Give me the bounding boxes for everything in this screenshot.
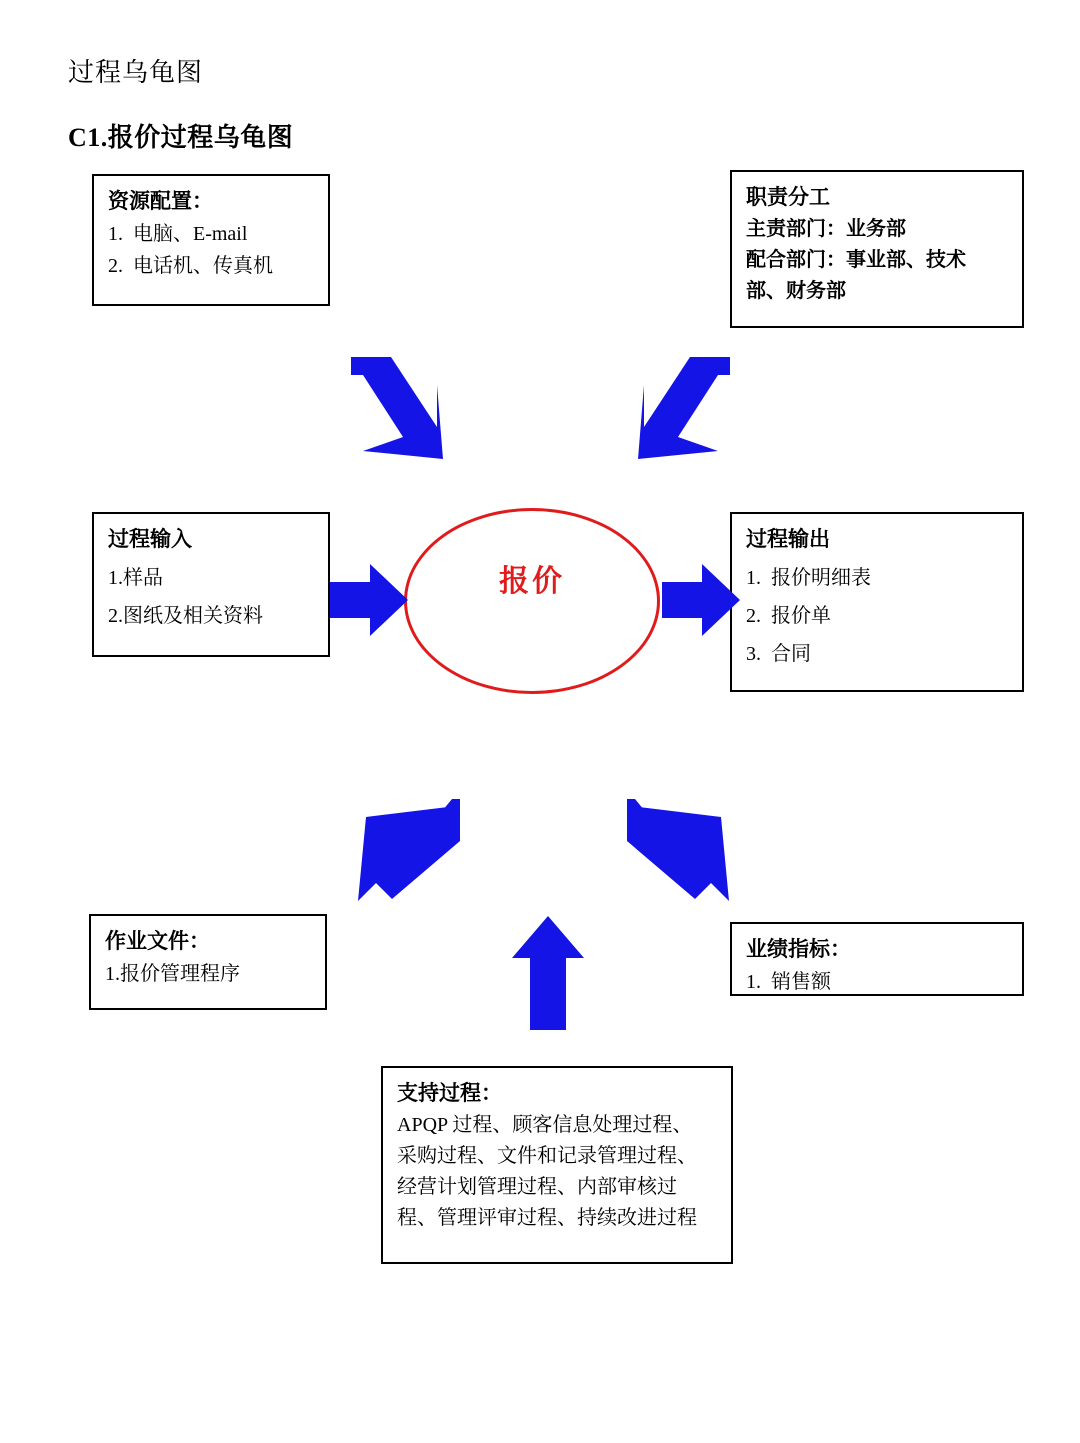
support-processes-box [381,1066,733,1264]
arrow-responsibility-to-center [636,355,736,465]
center-process-ellipse [404,508,660,694]
support-processes-item: APQP 过程、顾客信息处理过程、 [397,1113,693,1136]
support-processes-item: 程、管理评审过程、持续改进过程 [397,1206,697,1229]
work-documents-title: 作业文件： [105,929,210,953]
arrow-support-to-center [508,914,588,1032]
support-processes-title: 支持过程： [397,1081,502,1105]
performance-indicator-item: 1. 销售额 [746,970,831,993]
arrow-center-to-output [662,562,742,638]
performance-indicator-box [730,922,1024,996]
responsibility-title: 职责分工 [746,185,830,209]
process-output-item: 2. 报价单 [746,604,831,627]
responsibility-item: 主责部门：业务部 [746,217,906,240]
process-output-title: 过程输出 [746,527,830,551]
process-output-box [730,512,1024,692]
process-input-box [92,512,330,657]
process-input-item: 1.样品 [108,566,163,589]
support-processes-item: 经营计划管理过程、内部审核过 [397,1175,677,1198]
arrow-input-to-center [330,562,410,638]
section-title: C1.报价过程乌龟图 [68,123,294,152]
performance-indicator-title: 业绩指标： [746,937,851,961]
page-title: 过程乌龟图 [68,58,204,87]
arrow-performance-to-center [620,793,735,908]
process-input-item: 2.图纸及相关资料 [108,604,263,627]
support-processes-item: 采购过程、文件和记录管理过程、 [397,1144,697,1167]
arrow-resource-to-center [345,355,445,465]
responsibility-box [730,170,1024,328]
resource-configuration-box [92,174,330,306]
process-output-item: 1. 报价明细表 [746,566,871,589]
resource-configuration-item: 2. 电话机、传真机 [108,254,273,277]
work-documents-item: 1.报价管理程序 [105,962,240,985]
arrow-workdoc-to-center [352,793,467,908]
resource-configuration-item: 1. 电脑、E-mail [108,222,248,245]
process-input-title: 过程输入 [108,527,192,551]
resource-configuration-title: 资源配置： [108,189,213,213]
responsibility-item: 配合部门：事业部、技术 [746,248,966,271]
work-documents-box [89,914,327,1010]
process-output-item: 3. 合同 [746,642,811,665]
responsibility-item: 部、财务部 [746,279,846,302]
center-process-label: 报价 [499,565,565,598]
